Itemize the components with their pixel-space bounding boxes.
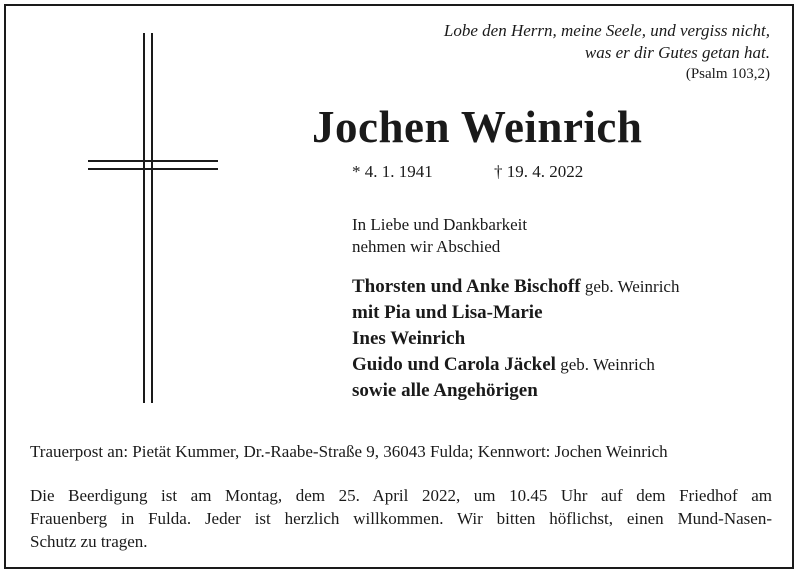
mourner-item [352,300,679,326]
mourner-item [352,274,679,300]
mourner-name: sowie alle Angehörigen [352,380,538,401]
psalm-quote [444,20,770,84]
mourner-item [352,378,679,404]
condolence-address: Trauerpost an: Pietät Kummer, Dr.-Raabe-Straße 9, 36043 Fulda; Kennwort: Jochen Weinrich [30,442,668,461]
quote-line-1: Lobe den Herrn, meine Seele, und vergiss nicht, [443,21,770,40]
mourner-item [352,352,679,378]
mourner-name: mit Pia und Lisa-Marie [352,302,543,323]
intro-line-2: nehmen wir Abschied [352,237,501,256]
mourner-note: geb. Weinrich [555,355,655,374]
birth-date: * 4. 1. 1941 [352,162,433,181]
funeral-line-3: Schutz zu tragen. [30,532,148,551]
funeral-notice [30,484,772,553]
death-date: † 19. 4. 2022 [494,162,584,181]
farewell-intro [352,214,527,258]
mourner-note: geb. Weinrich [580,277,680,296]
mourner-name: Ines Weinrich [352,328,466,349]
quote-source: (Psalm 103,2) [685,66,770,82]
mourners-list [352,274,679,404]
funeral-line-1: Die Beerdigung ist am Montag, dem 25. April 2022, um 10.45 Uhr auf dem Friedhof am [30,486,772,505]
mourner-name: Thorsten und Anke Bischoff [352,276,581,297]
mourner-item [352,326,679,352]
deceased-name: Jochen Weinrich [312,102,643,152]
intro-line-1: In Liebe und Dankbarkeit [352,215,528,234]
quote-line-2: was er dir Gutes getan hat. [584,43,770,62]
funeral-line-2: Frauenberg in Fulda. Jeder ist herzlich willkommen. Wir bitten höflichst, einen Mund-Nasen- [30,509,772,528]
mourner-name: Guido und Carola Jäckel [352,354,556,375]
cross-icon [88,33,218,403]
